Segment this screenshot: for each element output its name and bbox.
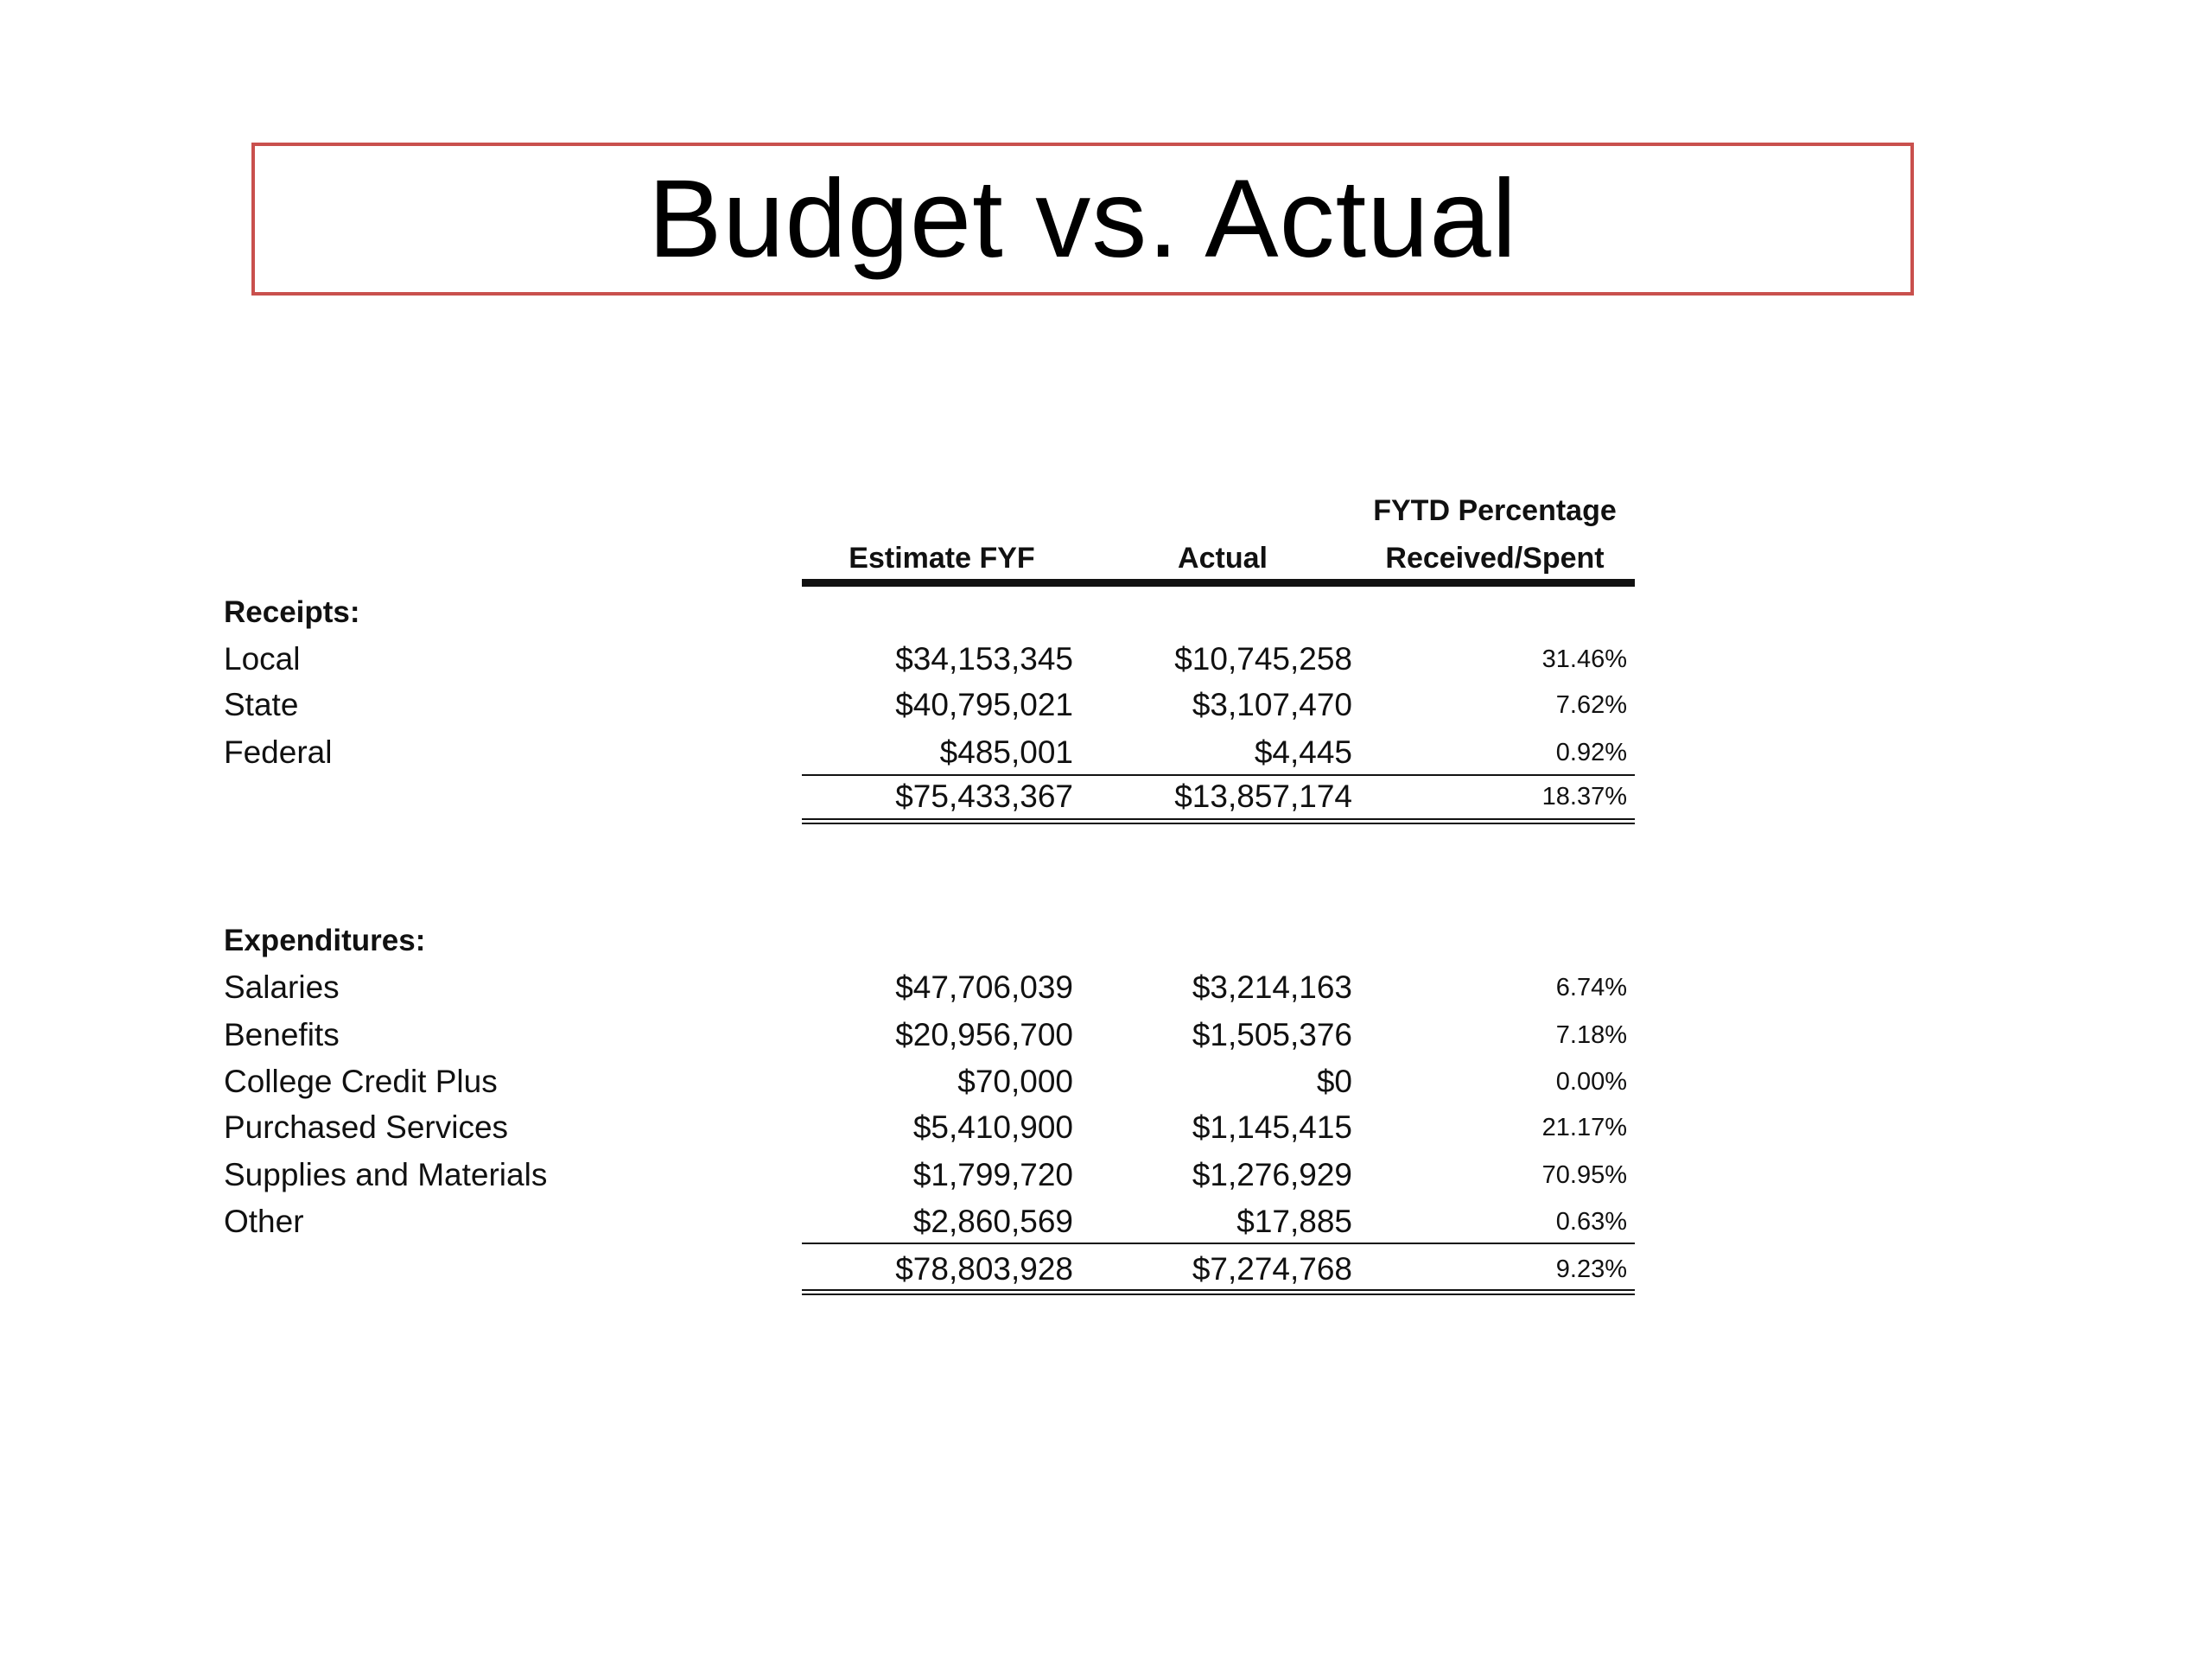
row-label: Supplies and Materials	[224, 1157, 548, 1192]
expenditures-section-label: Expenditures:	[224, 924, 426, 957]
percentage-value: 31.46%	[1541, 645, 1627, 673]
percentage-value: 0.92%	[1555, 739, 1627, 766]
percentage-value: 7.18%	[1555, 1021, 1627, 1049]
header-estimate: Estimate FYF	[849, 542, 1035, 575]
receipts-double-rule-top	[802, 818, 1635, 820]
actual-value: $0	[1316, 1064, 1352, 1099]
receipts-double-rule-bottom	[802, 823, 1635, 824]
header-percentage-line2: Received/Spent	[1385, 542, 1605, 575]
estimate-value: $1,799,720	[912, 1157, 1073, 1192]
title-box	[251, 143, 1914, 296]
estimate-value: $34,153,345	[895, 641, 1073, 677]
total-actual: $13,857,174	[1174, 779, 1352, 814]
actual-value: $10,745,258	[1174, 641, 1352, 677]
header-percentage-line1: FYTD Percentage	[1373, 494, 1617, 527]
header-rule	[802, 579, 1635, 587]
actual-value: $1,276,929	[1192, 1157, 1352, 1192]
estimate-value: $70,000	[957, 1064, 1073, 1099]
estimate-value: $2,860,569	[912, 1204, 1073, 1239]
row-label: State	[224, 687, 299, 722]
actual-value: $3,107,470	[1192, 687, 1352, 722]
percentage-value: 0.00%	[1555, 1068, 1627, 1096]
page-title: Budget vs. Actual	[647, 157, 1518, 281]
total-actual: $7,274,768	[1192, 1251, 1352, 1287]
total-percentage: 18.37%	[1541, 783, 1627, 810]
header-actual: Actual	[1178, 542, 1268, 575]
row-label: Federal	[224, 734, 333, 770]
estimate-value: $47,706,039	[895, 969, 1073, 1005]
expenditures-double-rule-top	[802, 1289, 1635, 1291]
actual-value: $3,214,163	[1192, 969, 1352, 1005]
actual-value: $1,145,415	[1192, 1109, 1352, 1145]
total-estimate: $78,803,928	[895, 1251, 1073, 1287]
percentage-value: 70.95%	[1541, 1161, 1627, 1189]
row-label: Other	[224, 1204, 304, 1239]
percentage-value: 6.74%	[1555, 974, 1627, 1001]
actual-value: $4,445	[1254, 734, 1352, 770]
receipts-section-label: Receipts:	[224, 595, 360, 629]
total-estimate: $75,433,367	[895, 779, 1073, 814]
percentage-value: 0.63%	[1555, 1208, 1627, 1236]
row-label: Purchased Services	[224, 1109, 509, 1145]
estimate-value: $20,956,700	[895, 1017, 1073, 1052]
expenditures-double-rule-bottom	[802, 1294, 1635, 1295]
row-label: Salaries	[224, 969, 340, 1005]
expenditures-subtotal-rule	[802, 1243, 1635, 1244]
estimate-value: $40,795,021	[895, 687, 1073, 722]
actual-value: $1,505,376	[1192, 1017, 1352, 1052]
row-label: Benefits	[224, 1017, 340, 1052]
estimate-value: $485,001	[939, 734, 1073, 770]
row-label: College Credit Plus	[224, 1064, 498, 1099]
estimate-value: $5,410,900	[912, 1109, 1073, 1145]
total-percentage: 9.23%	[1555, 1255, 1627, 1283]
percentage-value: 21.17%	[1541, 1114, 1627, 1141]
percentage-value: 7.62%	[1555, 691, 1627, 719]
actual-value: $17,885	[1236, 1204, 1352, 1239]
row-label: Local	[224, 641, 301, 677]
